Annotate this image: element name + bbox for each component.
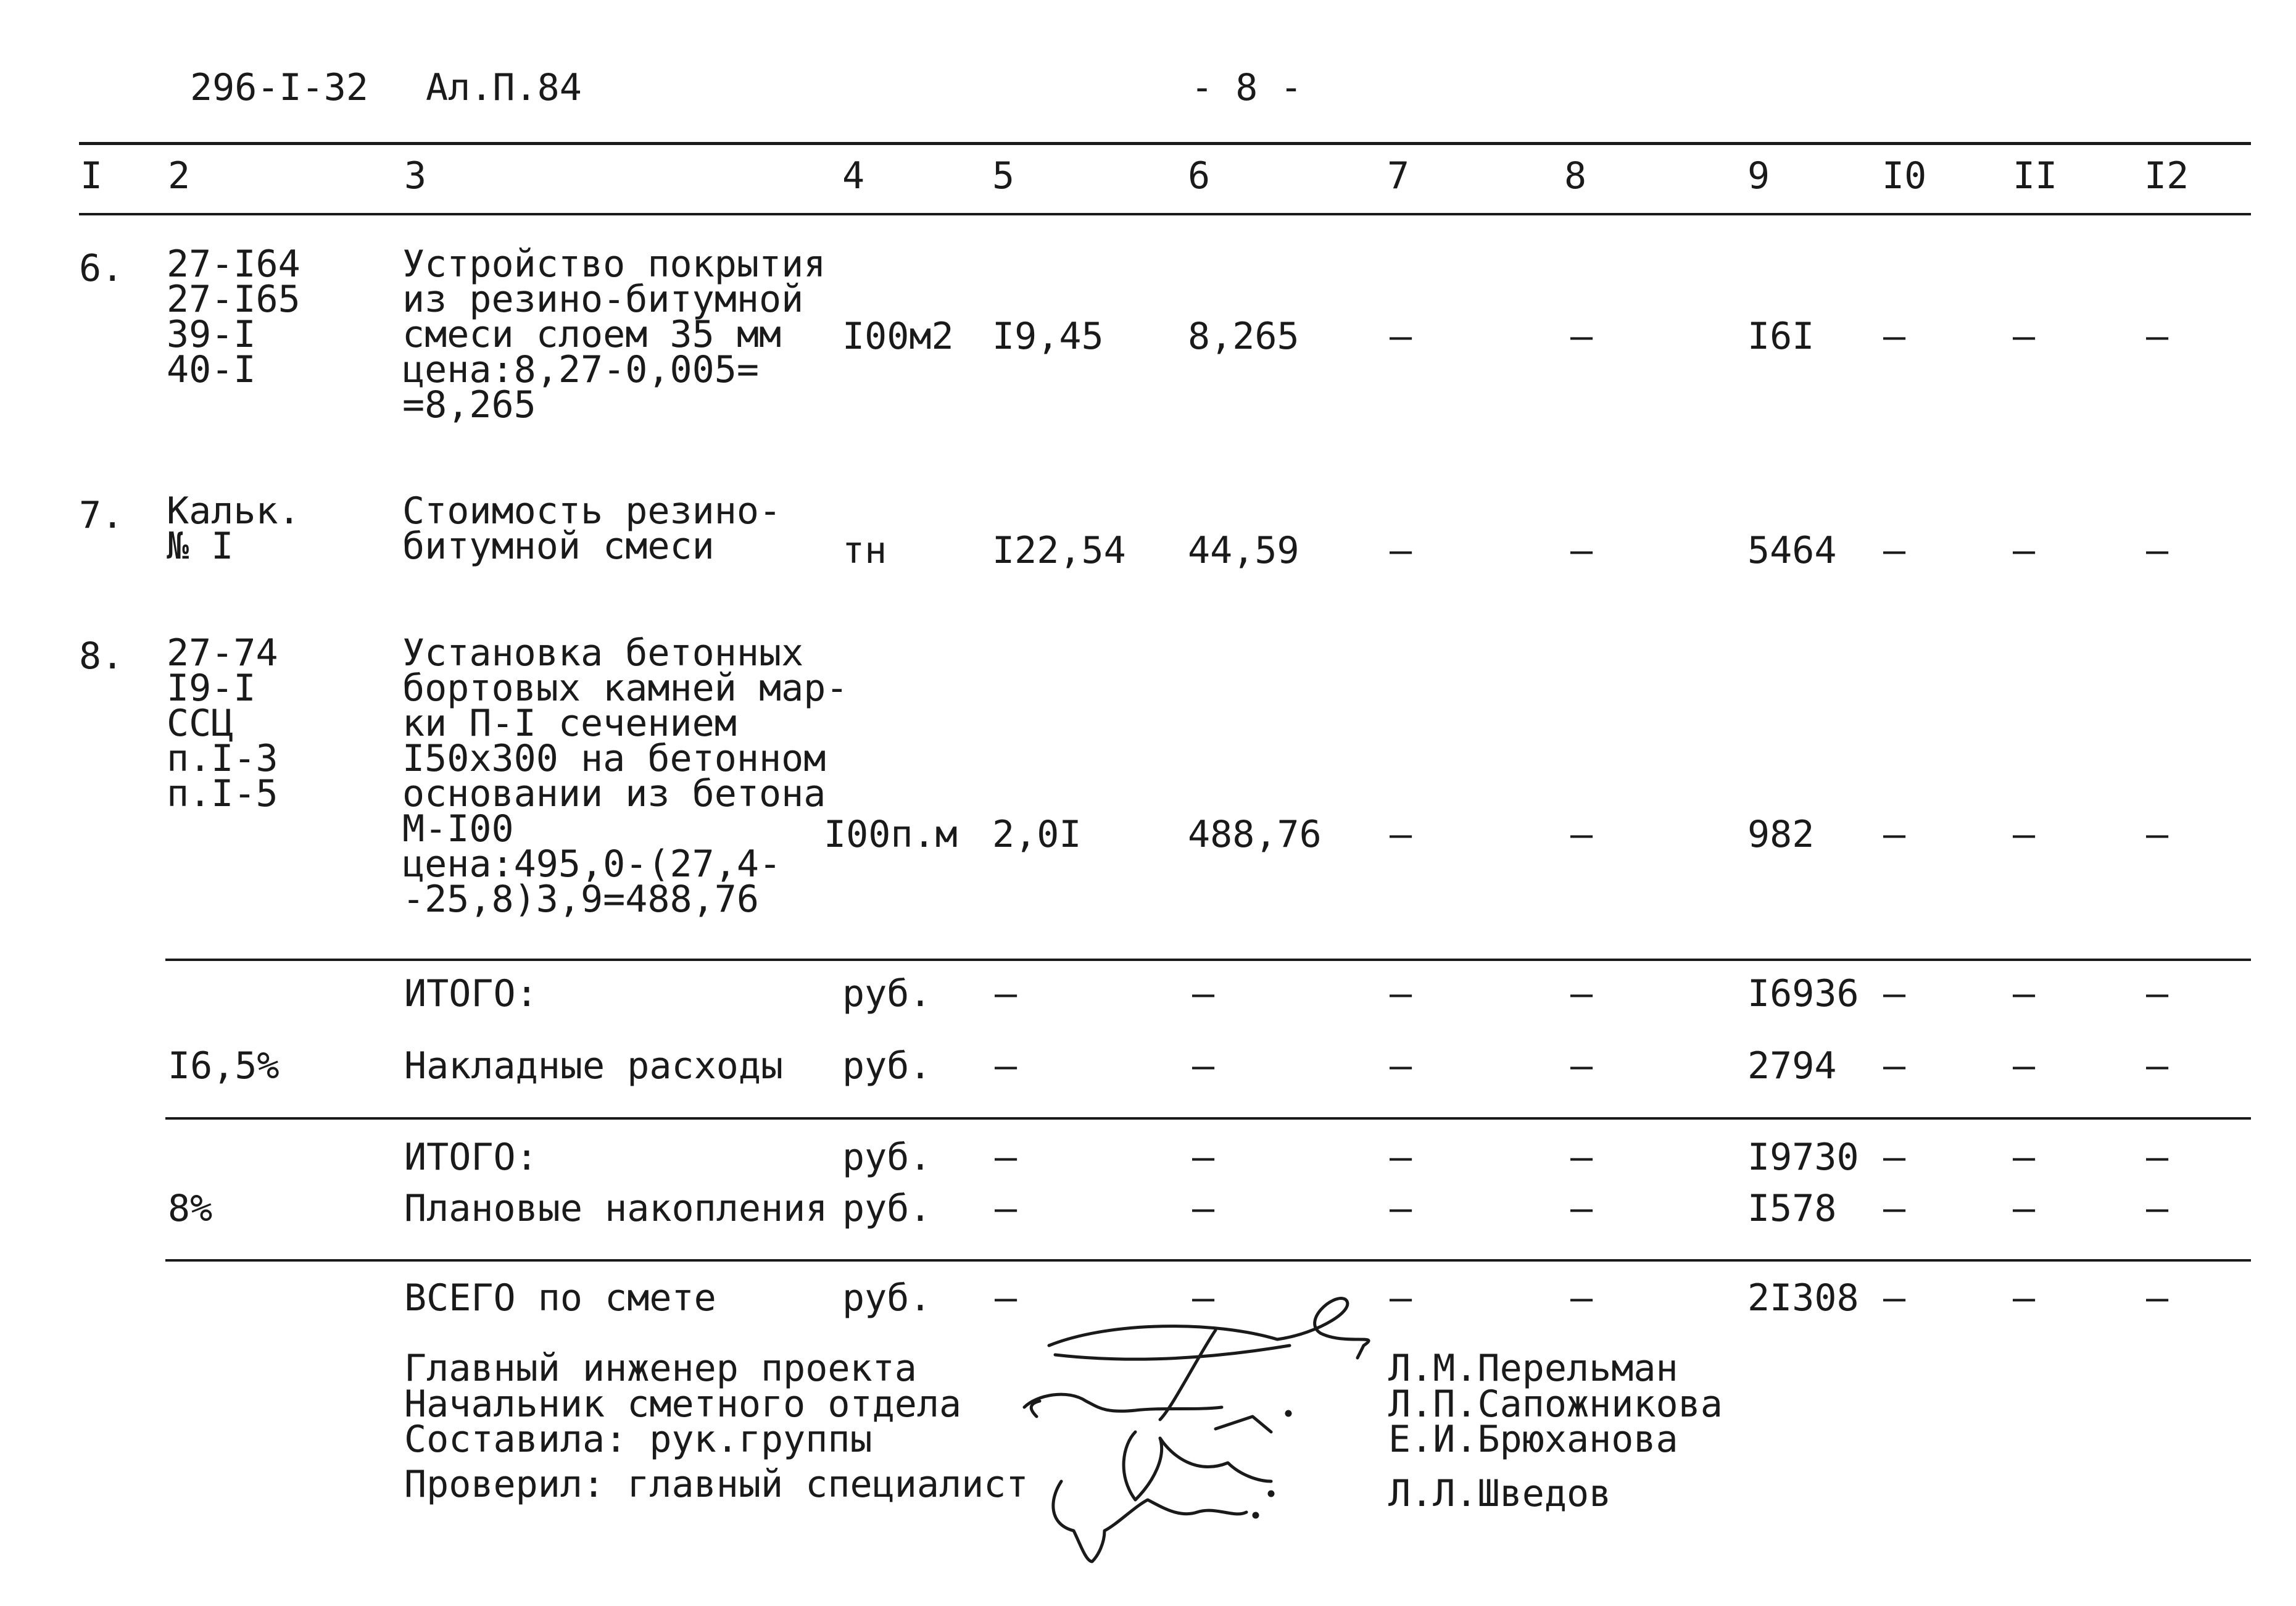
col12-cell: –	[2146, 1136, 2169, 1179]
norm-references: 27-74 I9-I ССЦ п.I-3 п.I-5	[167, 631, 278, 815]
col12-cell: –	[2146, 1276, 2169, 1320]
page-number: - 8 -	[1191, 66, 1303, 109]
percent-rate: 8%	[168, 1187, 213, 1230]
col7-cell: –	[1390, 529, 1412, 572]
totals-label: ИТОГО:	[404, 1136, 538, 1179]
col11-cell: –	[2013, 529, 2036, 572]
col6-cell: –	[1192, 1136, 1215, 1179]
col7-cell: –	[1390, 1136, 1412, 1179]
unit-price-cell: 8,265	[1188, 315, 1299, 358]
col6-cell: –	[1192, 1187, 1215, 1230]
subtotal-rule	[165, 959, 2251, 961]
col10-cell: –	[1883, 972, 1906, 1015]
col12-cell: –	[2146, 972, 2169, 1015]
top-rule	[79, 142, 2251, 145]
column-header: 2	[168, 154, 191, 198]
column-header: I0	[1882, 154, 1927, 198]
signatory-role: Проверил: главный специалист	[404, 1463, 1029, 1506]
col7-cell: –	[1390, 1044, 1412, 1088]
total-cost-cell: 2I308	[1747, 1276, 1859, 1320]
col10-cell: –	[1883, 813, 1906, 856]
totals-label: ВСЕГО по смете	[404, 1276, 716, 1320]
col11-cell: –	[2013, 1187, 2036, 1230]
totals-unit: руб.	[842, 1187, 932, 1230]
col7-cell: –	[1390, 1276, 1412, 1320]
col6-cell: –	[1192, 1044, 1215, 1088]
col8-cell: –	[1570, 813, 1593, 856]
row-number: 7.	[79, 494, 124, 537]
signatory-name: Л.П.Сапожникова	[1388, 1383, 1723, 1426]
grand-total-rule	[165, 1259, 2251, 1262]
unit-cell: тн	[842, 529, 887, 572]
header-bottom-rule	[79, 213, 2251, 215]
signatory-role: Составила: рук.группы	[404, 1418, 872, 1461]
column-header: I2	[2144, 154, 2189, 198]
col7-cell: –	[1390, 972, 1412, 1015]
col11-cell: –	[2013, 1044, 2036, 1088]
col10-cell: –	[1883, 1136, 1906, 1179]
norm-references: Кальк. № I	[167, 489, 300, 568]
total-cost-cell: 5464	[1747, 529, 1837, 572]
handwritten-signatures	[1012, 1296, 1395, 1568]
col11-cell: –	[2013, 972, 2036, 1015]
col8-cell: –	[1570, 1044, 1593, 1088]
col7-cell: –	[1390, 315, 1412, 358]
col11-cell: –	[2013, 1136, 2036, 1179]
signatory-role: Начальник сметного отдела	[404, 1383, 962, 1426]
col5-cell: –	[995, 1044, 1017, 1088]
col10-cell: –	[1883, 1276, 1906, 1320]
column-header: 9	[1747, 154, 1770, 198]
column-header: 8	[1564, 154, 1587, 198]
col8-cell: –	[1570, 972, 1593, 1015]
col12-cell: –	[2146, 813, 2169, 856]
signatory-name: Л.М.Перельман	[1388, 1347, 1678, 1390]
col10-cell: –	[1883, 1044, 1906, 1088]
col8-cell: –	[1570, 315, 1593, 358]
totals-label: ИТОГО:	[404, 972, 538, 1015]
quantity-cell: 2,0I	[992, 813, 1082, 856]
total-cost-cell: I6936	[1747, 972, 1859, 1015]
col7-cell: –	[1390, 813, 1412, 856]
col12-cell: –	[2146, 529, 2169, 572]
column-header: 5	[992, 154, 1015, 198]
column-header: 6	[1188, 154, 1211, 198]
col6-cell: –	[1192, 1276, 1215, 1320]
total-cost-cell: I578	[1747, 1187, 1837, 1230]
column-header: I	[80, 154, 103, 198]
col5-cell: –	[995, 972, 1017, 1015]
col6-cell: –	[1192, 972, 1215, 1015]
col7-cell: –	[1390, 1187, 1412, 1230]
row-number: 6.	[79, 247, 124, 290]
col5-cell: –	[995, 1136, 1017, 1179]
column-header: 7	[1387, 154, 1410, 198]
col12-cell: –	[2146, 1187, 2169, 1230]
col12-cell: –	[2146, 315, 2169, 358]
unit-price-cell: 488,76	[1188, 813, 1322, 856]
col11-cell: –	[2013, 315, 2036, 358]
col8-cell: –	[1570, 529, 1593, 572]
col12-cell: –	[2146, 1044, 2169, 1088]
total-cost-cell: 982	[1747, 813, 1815, 856]
col11-cell: –	[2013, 1276, 2036, 1320]
col10-cell: –	[1883, 1187, 1906, 1230]
work-description: Устройство покрытия из резино-битумной смеси слоем 35 мм цена:8,27-0,005= =8,265	[402, 243, 826, 426]
album-number: Ал.П.84	[426, 66, 582, 109]
col10-cell: –	[1883, 529, 1906, 572]
signatory-name: Е.И.Брюханова	[1388, 1418, 1678, 1461]
col5-cell: –	[995, 1276, 1017, 1320]
totals-unit: руб.	[842, 1276, 932, 1320]
column-header: II	[2013, 154, 2058, 198]
unit-cell: I00п.м	[824, 813, 958, 856]
total-cost-cell: I9730	[1747, 1136, 1859, 1179]
work-description: Стоимость резино- битумной смеси	[402, 489, 782, 568]
norm-references: 27-I64 27-I65 39-I 40-I	[167, 243, 300, 391]
unit-cell: I00м2	[842, 315, 954, 358]
col8-cell: –	[1570, 1136, 1593, 1179]
totals-label: Плановые накопления	[404, 1187, 828, 1230]
col11-cell: –	[2013, 813, 2036, 856]
col8-cell: –	[1570, 1276, 1593, 1320]
totals-unit: руб.	[842, 1044, 932, 1088]
signatory-role: Главный инженер проекта	[404, 1347, 917, 1390]
totals-unit: руб.	[842, 972, 932, 1015]
column-header: 4	[842, 154, 865, 198]
signatory-name: Л.Л.Шведов	[1388, 1472, 1612, 1515]
totals-label: Накладные расходы	[404, 1044, 784, 1088]
column-header: 3	[404, 154, 427, 198]
quantity-cell: I9,45	[992, 315, 1104, 358]
quantity-cell: I22,54	[992, 529, 1126, 572]
totals-unit: руб.	[842, 1136, 932, 1179]
unit-price-cell: 44,59	[1188, 529, 1299, 572]
col5-cell: –	[995, 1187, 1017, 1230]
percent-rate: I6,5%	[168, 1044, 280, 1088]
work-description: Установка бетонных бортовых камней мар- ки П-I сечением I50x300 на бетонном основании из бетона М-I00 цена:495,0-(27,4- -25,8)3,9=488,76	[402, 631, 848, 921]
document-code: 296-I-32	[190, 66, 368, 109]
col10-cell: –	[1883, 315, 1906, 358]
col8-cell: –	[1570, 1187, 1593, 1230]
total-cost-cell: 2794	[1747, 1044, 1837, 1088]
subtotal-rule	[165, 1117, 2251, 1120]
row-number: 8.	[79, 634, 124, 678]
total-cost-cell: I6I	[1747, 315, 1815, 358]
